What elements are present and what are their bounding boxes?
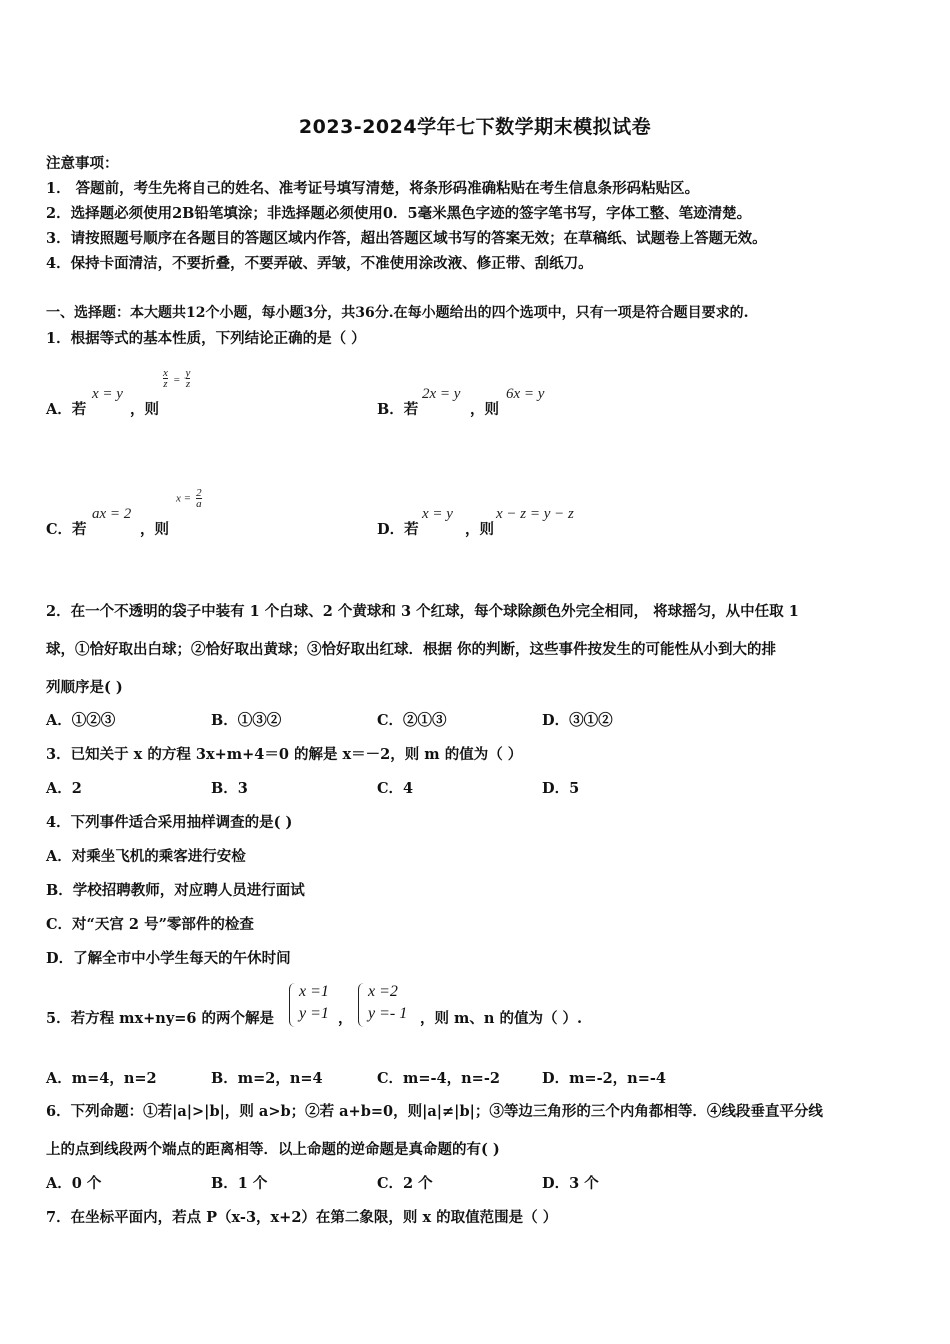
left-brace <box>289 983 296 1027</box>
equals-sign: = <box>172 374 181 386</box>
notice-item: 3．请按照题号顺序在各题目的答题区域内作答，超出答题区域书写的答案无效；在草稿纸、试题卷上答题无效。 <box>46 230 767 247</box>
system-line: x =2 <box>368 983 398 1000</box>
notice-item: 1． 答题前，考生先将自己的姓名、准考证号填写清楚，将条形码准确粘贴在考生信息条形码粘贴区。 <box>46 180 700 197</box>
q1-option-c-then: ，则 <box>140 521 169 538</box>
q1-option-c-condition: ax = 2 <box>92 506 132 522</box>
q6-option-a: A．0 个 <box>46 1175 102 1192</box>
notice-heading: 注意事项： <box>46 155 119 172</box>
question-2-line: 列顺序是( ) <box>46 679 123 696</box>
question-4-stem: 4．下列事件适合采用抽样调查的是( ) <box>46 814 293 831</box>
page-title: 2023-2024学年七下数学期末模拟试卷 <box>298 116 652 138</box>
notice-item: 4．保持卡面清洁，不要折叠，不要弄破、弄皱，不准使用涂改液、修正带、刮纸刀。 <box>46 255 593 272</box>
question-6-line: 6．下列命题：①若|a|>|b|，则 a>b；②若 a+b=0，则|a|≠|b|；③等边三角形的三个内角都相等．④线段垂直平分线 <box>46 1103 823 1120</box>
q3-option-b: B．3 <box>211 780 248 797</box>
q3-option-c: C．4 <box>377 780 414 797</box>
fraction-denominator: a <box>196 498 202 510</box>
question-3-stem: 3．已知关于 x 的方程 3x+m+4＝0 的解是 x＝－2，则 m 的值为（ ） <box>46 746 523 763</box>
q5-option-a: A．m=4，n=2 <box>46 1070 157 1087</box>
equation-system-2 <box>358 983 420 1031</box>
q5-option-d: D．m=-2，n=-4 <box>542 1070 666 1087</box>
q1-option-d-condition: x = y <box>422 506 453 522</box>
question-7-stem: 7．在坐标平面内，若点 P（x-3，x+2）在第二象限，则 x 的取值范围是（ ） <box>46 1209 558 1226</box>
q1-option-a-condition: x = y <box>92 386 123 402</box>
question-5-stem: 5．若方程 mx+ny=6 的两个解是 <box>46 1010 275 1027</box>
q1-option-d-result: x − z = y − z <box>496 506 574 522</box>
fraction-numerator: x <box>163 367 168 379</box>
fraction-numerator: y <box>185 367 191 379</box>
q4-option-c: C．对“天宫 2 号”零部件的检查 <box>46 916 254 933</box>
section-heading: 一、选择题：本大题共12个小题，每小题3分，共36分.在每小题给出的四个选项中，只有一项是符合题目要求的. <box>46 305 749 321</box>
q2-option-a: A．①②③ <box>46 712 116 729</box>
fraction-denominator: z <box>163 378 168 390</box>
q2-option-b: B．①③② <box>211 712 282 729</box>
q6-option-d: D．3 个 <box>542 1175 599 1192</box>
q1-option-c-result <box>176 488 202 509</box>
q1-option-c-label: C．若 <box>46 521 87 538</box>
q1-option-a-then: ，则 <box>130 401 159 418</box>
q1-option-a-result <box>163 368 190 389</box>
comma: ， <box>338 1010 353 1027</box>
q6-option-b: B．1 个 <box>211 1175 268 1192</box>
q3-option-a: A．2 <box>46 780 82 797</box>
notice-item: 2．选择题必须使用2B铅笔填涂；非选择题必须使用0．5毫米黑色字迹的签字笔书写，字体工整、笔迹清楚。 <box>46 205 752 222</box>
system-line: x =1 <box>299 983 329 1000</box>
q1-option-b-condition: 2x = y <box>422 386 461 402</box>
q4-option-b: B．学校招聘教师，对应聘人员进行面试 <box>46 882 305 899</box>
question-6-line: 上的点到线段两个端点的距离相等．以上命题的逆命题是真命题的有( ) <box>46 1141 500 1158</box>
q1-option-b-then: ，则 <box>470 401 499 418</box>
q2-option-c: C．②①③ <box>377 712 447 729</box>
q6-option-c: C．2 个 <box>377 1175 433 1192</box>
q1-option-d-then: ，则 <box>465 521 494 538</box>
q1-option-d-label: D．若 <box>377 521 419 538</box>
question-2-line: 2．在一个不透明的袋子中装有 1 个白球、2 个黄球和 3 个红球，每个球除颜色外完全相同， 将球摇匀，从中任取 1 <box>46 603 799 620</box>
fraction-numerator: 2 <box>196 487 202 499</box>
q4-option-d: D．了解全市中小学生每天的午休时间 <box>46 950 291 967</box>
q5-option-b: B．m=2，n=4 <box>211 1070 323 1087</box>
q1-option-b-label: B．若 <box>377 401 419 418</box>
q1-option-a-label: A．若 <box>46 401 87 418</box>
q4-option-a: A．对乘坐飞机的乘客进行安检 <box>46 848 246 865</box>
fraction-denominator: z <box>185 378 191 390</box>
system-line: y =- 1 <box>368 1005 408 1022</box>
left-brace <box>358 983 365 1027</box>
q1-option-b-result: 6x = y <box>506 386 545 402</box>
q2-option-d: D．③①② <box>542 712 613 729</box>
question-5-tail: ，则 m、n 的值为（ ）. <box>420 1010 583 1027</box>
question-1-stem: 1．根据等式的基本性质，下列结论正确的是（ ） <box>46 330 366 347</box>
question-2-line: 球，①恰好取出白球；②恰好取出黄球；③恰好取出红球．根据 你的判断，这些事件按发生的可能性从小到大的排 <box>46 641 777 658</box>
math-text: x = <box>176 492 192 505</box>
equation-system-1 <box>289 983 339 1031</box>
q5-option-c: C．m=-4，n=-2 <box>377 1070 500 1087</box>
system-line: y =1 <box>299 1005 329 1022</box>
q3-option-d: D．5 <box>542 780 580 797</box>
